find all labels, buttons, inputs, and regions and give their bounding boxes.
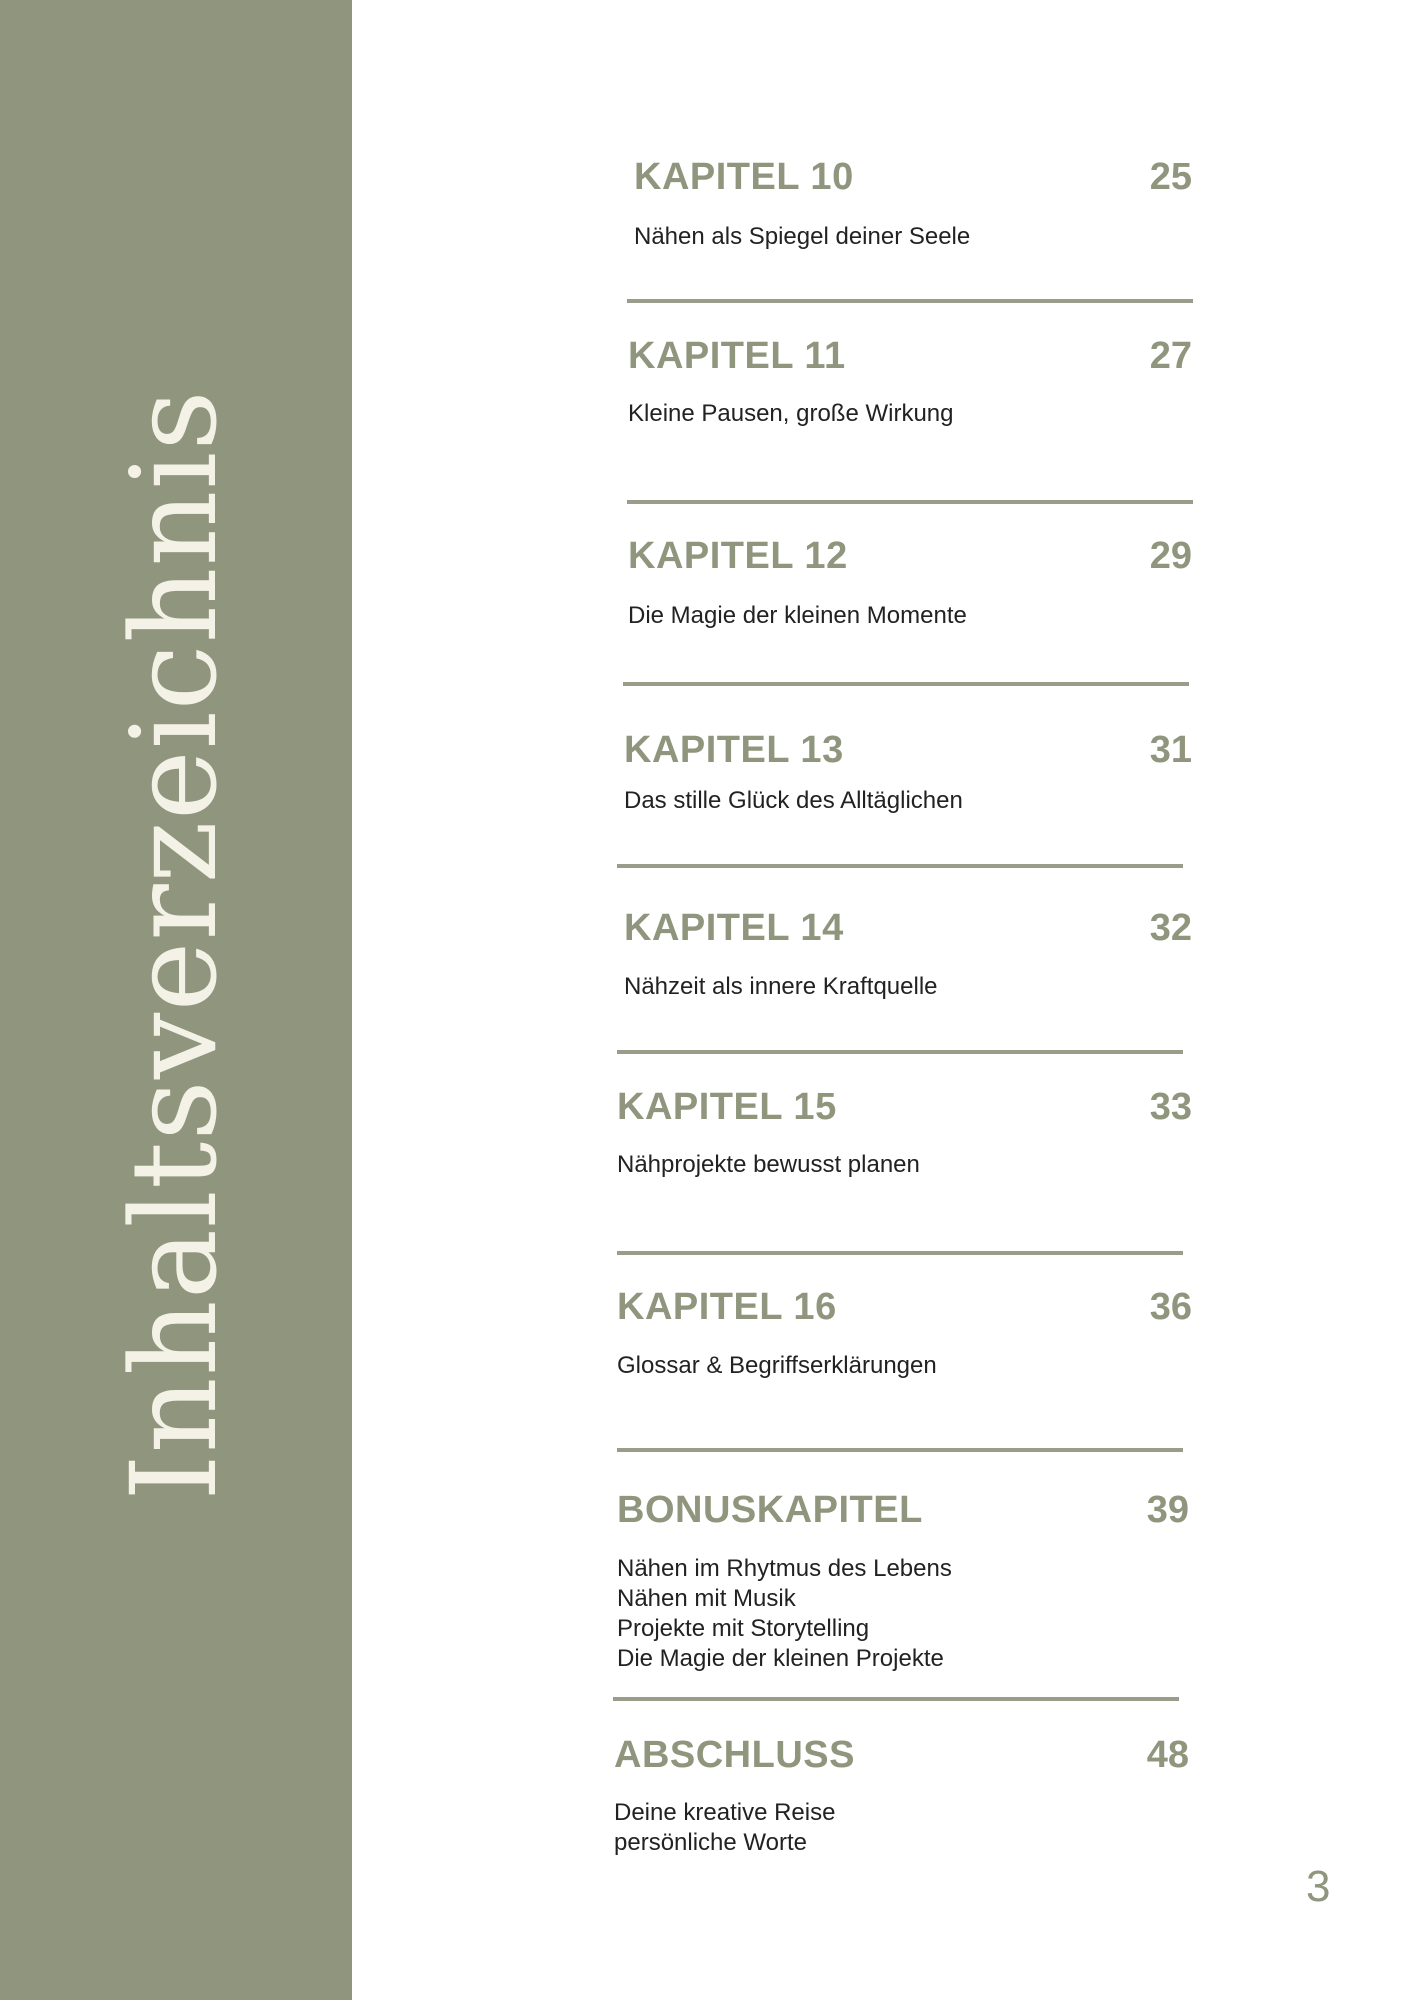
toc-entry-subtitle-line: Projekte mit Storytelling bbox=[617, 1615, 870, 1642]
toc-entry-title: KAPITEL 12 bbox=[628, 535, 848, 577]
toc-entry-subtitle-line: Glossar & Begriffserklärungen bbox=[617, 1352, 937, 1379]
toc-entry-page: 32 bbox=[1149, 907, 1192, 949]
toc-entry-subtitle bbox=[628, 601, 967, 631]
toc-entry[interactable] bbox=[624, 907, 1192, 1007]
toc-entry[interactable] bbox=[628, 335, 1192, 435]
page-title: Inhaltsverzeichnis bbox=[105, 389, 243, 1501]
toc-entry-subtitle bbox=[617, 1150, 920, 1180]
toc-entry-subtitle-line: Die Magie der kleinen Projekte bbox=[617, 1645, 944, 1672]
divider bbox=[627, 299, 1193, 303]
toc-entry-subtitle-line: Die Magie der kleinen Momente bbox=[628, 602, 967, 629]
toc-entry[interactable] bbox=[617, 1489, 1189, 1679]
toc-entry-subtitle-line: Deine kreative Reise bbox=[614, 1799, 836, 1826]
toc-entry-subtitle-line: Das stille Glück des Alltäglichen bbox=[624, 787, 963, 814]
toc-entry-subtitle bbox=[628, 399, 954, 429]
toc-entry-subtitle bbox=[634, 222, 970, 252]
divider bbox=[623, 682, 1189, 686]
toc-entry-title: KAPITEL 16 bbox=[617, 1286, 837, 1328]
toc-entry[interactable] bbox=[628, 535, 1192, 635]
toc-entry-subtitle-line: Nähzeit als innere Kraftquelle bbox=[624, 973, 938, 1000]
toc-entry[interactable] bbox=[634, 156, 1192, 256]
toc-entry-subtitle-line: persönliche Worte bbox=[614, 1829, 807, 1856]
toc-entry-page: 48 bbox=[1146, 1734, 1189, 1776]
toc-entry-page: 25 bbox=[1149, 156, 1192, 198]
toc-entry-page: 27 bbox=[1149, 335, 1192, 377]
divider bbox=[617, 1251, 1183, 1255]
divider bbox=[617, 1050, 1183, 1054]
toc-entry-page: 31 bbox=[1149, 729, 1192, 771]
toc-entry-subtitle-line: Nähen als Spiegel deiner Seele bbox=[634, 223, 971, 250]
divider bbox=[613, 1697, 1179, 1701]
toc-entry[interactable] bbox=[624, 729, 1192, 829]
toc-entry-title: ABSCHLUSS bbox=[614, 1734, 855, 1776]
divider bbox=[617, 864, 1183, 868]
toc-entry[interactable] bbox=[614, 1734, 1189, 1864]
toc-entry-subtitle-line: Kleine Pausen, große Wirkung bbox=[628, 400, 954, 427]
toc-entry-subtitle bbox=[624, 786, 963, 816]
divider bbox=[627, 500, 1193, 504]
toc-entry-subtitle bbox=[617, 1554, 952, 1674]
toc-entry-subtitle-line: Nähen mit Musik bbox=[617, 1585, 796, 1612]
toc-entry-subtitle-line: Nähen im Rhytmus des Lebens bbox=[617, 1555, 952, 1582]
toc-entry-title: BONUSKAPITEL bbox=[617, 1489, 923, 1531]
toc-entry[interactable] bbox=[617, 1286, 1192, 1386]
toc-entry-title: KAPITEL 10 bbox=[634, 156, 854, 198]
toc-entry-page: 36 bbox=[1149, 1286, 1192, 1328]
toc-entry-title: KAPITEL 15 bbox=[617, 1086, 837, 1128]
toc-entry[interactable] bbox=[617, 1086, 1192, 1186]
divider bbox=[617, 1448, 1183, 1452]
page-number: 3 bbox=[1306, 1862, 1331, 1911]
toc-entry-title: KAPITEL 11 bbox=[628, 335, 846, 377]
toc-entry-subtitle bbox=[624, 972, 938, 1002]
toc-entry-page: 33 bbox=[1149, 1086, 1192, 1128]
toc-entry-title: KAPITEL 13 bbox=[624, 729, 844, 771]
sidebar bbox=[0, 0, 352, 2000]
toc-entry-subtitle bbox=[614, 1798, 835, 1858]
toc-entry-page: 29 bbox=[1149, 535, 1192, 577]
toc-entry-subtitle-line: Nähprojekte bewusst planen bbox=[617, 1151, 920, 1178]
toc-entry-title: KAPITEL 14 bbox=[624, 907, 844, 949]
toc-entry-subtitle bbox=[617, 1351, 937, 1381]
toc-entry-page: 39 bbox=[1146, 1489, 1189, 1531]
